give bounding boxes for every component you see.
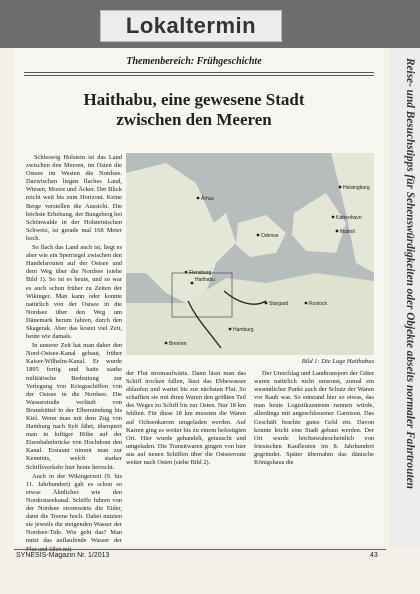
map-label-helsingborg: Helsingborg [343,185,370,191]
map-svg [126,153,374,355]
paragraph: Schleswig Holstein ist das Land zwischen den Meeren, im Osten die Ostsee im Westen die Nordsee. Dazwischen liegen flaches Land, Wiesen, Moore und Äcker. Der Blick reicht weit bis zum Horizont. Keine Berge verstellen die Aussicht. Die höchste Erhebung, der Bungsberg bei Schönwalde in der Holsteinischen Schweiz, ist gerade mal 168 Meter hoch. [26,154,122,242]
map-label-haithabu: Haithabu [195,277,216,283]
map-label-hamburg: Hamburg [233,327,254,333]
figure-caption: Bild 1: Die Lage Haithabus [301,358,374,365]
headline-line-1: Haithabu, eine gewesene Stadt [83,90,305,109]
map-figure [126,153,374,355]
city-dot [185,271,187,273]
footer-magazine: SYNESIS-Magazin Nr. 1/2013 [16,552,110,559]
map-label-aarhus: Århus [201,196,215,202]
headline-line-2: zwischen den Meeren [116,110,272,129]
city-dot [257,234,260,237]
city-dot [165,342,168,345]
city-dot [191,282,194,285]
article-headline [14,90,374,130]
paragraph: der Flut stromaufwärts. Dann lässt man das Schiff trocken fallen, lässt das Ebbewasser ablaufen und wartet bis zur nächsten Flut. So schafften sie mit ihren Waren den größten Teil des Weges zu Schiff bis zur Osten. Nur 18 km fehlten. Für diese 18 km mussten die Waren auf Ochsenkarren umgeladen werden. Auf Karren ging es weiter bis zu einem befestigten Ort. Hier wurde gehandelt, getauscht und umgeladen. Die Transitwaren gingen von hier aus auf neuen Schiffen über die Ostseeroute weiter nach Osten (siehe Bild 2). [126,370,246,467]
map-label-flensburg: Flensburg [189,270,212,276]
footer-page-number: 43 [370,552,378,559]
city-dot [265,302,268,305]
map-label-rostock: Rostock [309,301,328,307]
city-dot [336,230,339,233]
map-label-stargard: Stargard [269,301,289,307]
text-column-2 [126,370,246,544]
header-band [0,0,420,48]
city-dot [229,328,232,331]
city-dot [332,216,335,219]
city-dot [305,302,308,305]
map-label-kobenhavn: København [336,215,362,221]
map-label-odense: Odense [261,233,279,239]
city-dot [339,186,342,189]
section-title-box [100,10,282,42]
text-column-1 [26,154,122,544]
paragraph: Der Umschlag und Landtransport der Güter waren natürlich nicht umsonst, zumal ein wesentlicher Punkt auch der Schutz der Waren vor Raub war. So entstand hier so etwas, das man heute Logistikzentrum nennen würde, allerdings mit angeschlossener Garnison. Das Geschäft brachte gutes Geld ein. Davon konnte leicht eine Stadt gebaut werden. Der Ort wurde höchstwahrscheinlich von friesischen Kaufleuten im 8. Jahrhundert gegründet. Später übernahm das dänische Königshaus die [254,370,374,467]
theme-rule-bottom [24,75,374,76]
footer-rule [14,549,386,550]
section-title: Lokaltermin [125,13,257,38]
paragraph: Auch in der Wikingerzeit (9. bis 11. Jahrhundert) gab es schon so etwas Ähnliches wie den Nordostseekanal. Schiffe fuhren von der Nordsee stromwärts die Eider, dann die Treene hoch. Dabei nutzten sie jeweils die steigenden Wasser der Nordsee-Tide. Wie geht das? Man nutzt das auflaufende Wasser der [26,472,122,545]
theme-label: Themenbereich: Frühgeschichte [126,56,262,67]
city-dot [197,197,200,200]
theme-rule-top [24,72,374,73]
sidebar-vertical-text: Reise- und Besuchstipps für Sehenswürdigkeiten oder Objekte abseits normaler Fahrtrouten [404,58,416,489]
map-label-bremen: Bremen [169,341,187,347]
paragraph: So flach das Land auch ist, liegt es aber wie ein Sperriegel zwischen den Handelsrouten auf der Ostsee und dem Weg über die Nordsee (siehe Bild 1). So ist es heute, und so war es auch schon früher zu Zeiten der Wikinger. Man kann oder konnte natürlich von der Ostsee in die Nordsee über den Weg um Dänemark herum fahren, durch den Skagerak. Aber das kostet viel Zeit, heute wie damals. [26,244,122,341]
article-panel [14,48,384,546]
paragraph: In unserer Zeit hat man daher den Nord-Ostsee-Kanal gebaut, früher Kaiser-Wilhelm-Kanal. Er wurde 1895 fertig und hatte starke militärische Bedeutung zur Verlegung von Kriegsschiffen von der Ostsee in die Nordsee. Die Wasserstraße verläuft von Brunsbüttel in der Elbemündung bis Kiel. Wenn man mit dem Zug von Hamburg nach Sylt fährt, überquert man in luftiger Höhe auf der Eisenbahnbrücke von Hochdonn den Kanal. Erstaunt nimmt man zur Kenntnis, welch starker Schiffsverkehr hier heute herrscht. [26,342,122,471]
map-label-malmo: Malmö [340,229,356,235]
text-column-3 [254,370,374,544]
